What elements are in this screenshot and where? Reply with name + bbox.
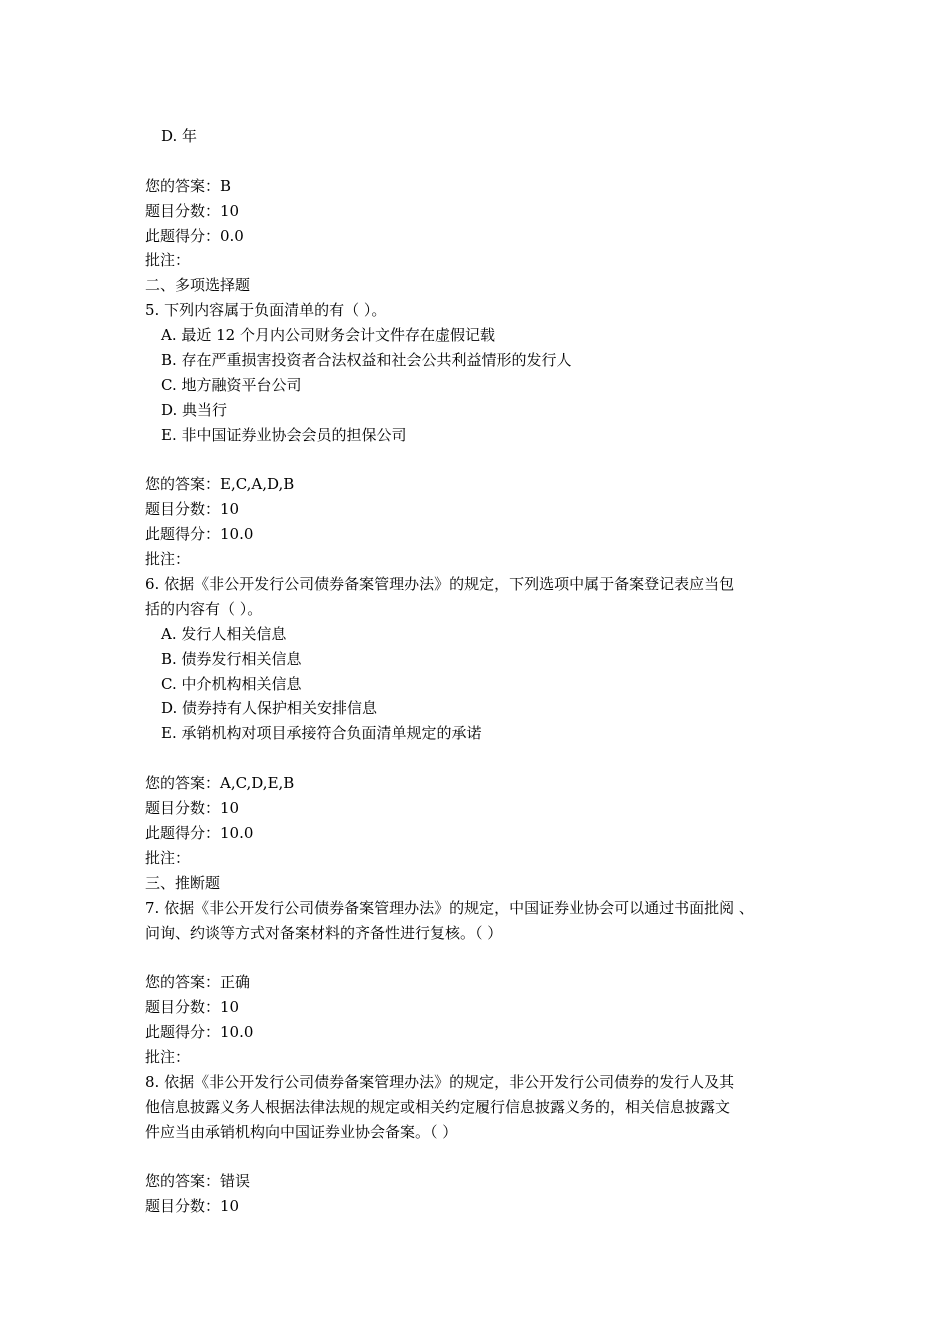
comment-label: 批注： xyxy=(145,550,191,569)
question-score: 此题得分：10.0 xyxy=(145,525,254,544)
spacer xyxy=(145,746,825,771)
document-page xyxy=(145,124,825,1219)
option-d: D. 典当行 xyxy=(161,400,228,419)
option-b: B. 债券发行相关信息 xyxy=(161,649,302,668)
question-score: 此题得分：0.0 xyxy=(145,226,244,245)
question-points: 题目分数：10 xyxy=(145,799,240,818)
your-answer: 您的答案：E,C,A,D,B xyxy=(145,475,295,494)
section-heading: 二、多项选择题 xyxy=(145,276,251,295)
your-answer: 您的答案：错误 xyxy=(145,1172,251,1191)
comment-label: 批注： xyxy=(145,848,191,867)
question-text: 7. 依据《非公开发行公司债券备案管理办法》的规定，中国证券业协会可以通过书面批阅 、 xyxy=(145,898,754,917)
option-d: D. 债券持有人保护相关安排信息 xyxy=(161,699,378,718)
question-text-cont: 他信息披露义务人根据法律法规的规定或相关约定履行信息披露义务的，相关信息披露文 xyxy=(145,1097,731,1116)
option-a: A. 最近 12 个月内公司财务会计文件存在虚假记载 xyxy=(161,326,495,345)
question-points: 题目分数：10 xyxy=(145,201,240,220)
option-c: C. 中介机构相关信息 xyxy=(161,674,302,693)
comment-label: 批注： xyxy=(145,251,191,270)
question-text-cont: 件应当由承销机构向中国证券业协会备案。（ ） xyxy=(145,1122,458,1141)
option-d: D. 年 xyxy=(161,127,198,145)
spacer xyxy=(145,945,825,970)
comment-label: 批注： xyxy=(145,1047,191,1066)
question-text: 5. 下列内容属于负面清单的有（ ）。 xyxy=(145,301,387,320)
option-b: B. 存在严重损害投资者合法权益和社会公共利益情形的发行人 xyxy=(161,351,572,370)
spacer xyxy=(145,1145,825,1170)
option-c: C. 地方融资平台公司 xyxy=(161,375,302,394)
question-score: 此题得分：10.0 xyxy=(145,1023,254,1042)
section-heading: 三、推断题 xyxy=(145,873,221,892)
question-text-cont: 括的内容有（ ）。 xyxy=(145,599,263,618)
question-text: 8. 依据《非公开发行公司债券备案管理办法》的规定，非公开发行公司债券的发行人及其 xyxy=(145,1072,735,1091)
question-text-cont: 问询、约谈等方式对备案材料的齐备性进行复核。（ ） xyxy=(145,923,503,942)
question-score: 此题得分：10.0 xyxy=(145,823,254,842)
option-e: E. 非中国证券业协会会员的担保公司 xyxy=(161,425,407,444)
your-answer: 您的答案：B xyxy=(145,176,232,195)
question-text: 6. 依据《非公开发行公司债券备案管理办法》的规定，下列选项中属于备案登记表应当包 xyxy=(145,575,735,594)
spacer xyxy=(145,149,825,174)
question-points: 题目分数：10 xyxy=(145,998,240,1017)
your-answer: 您的答案：A,C,D,E,B xyxy=(145,774,295,793)
option-a: A. 发行人相关信息 xyxy=(161,624,287,643)
question-points: 题目分数：10 xyxy=(145,1197,240,1216)
your-answer: 您的答案：正确 xyxy=(145,973,251,992)
question-points: 题目分数：10 xyxy=(145,500,240,519)
spacer xyxy=(145,448,825,473)
option-e: E. 承销机构对项目承接符合负面清单规定的承诺 xyxy=(161,724,482,743)
